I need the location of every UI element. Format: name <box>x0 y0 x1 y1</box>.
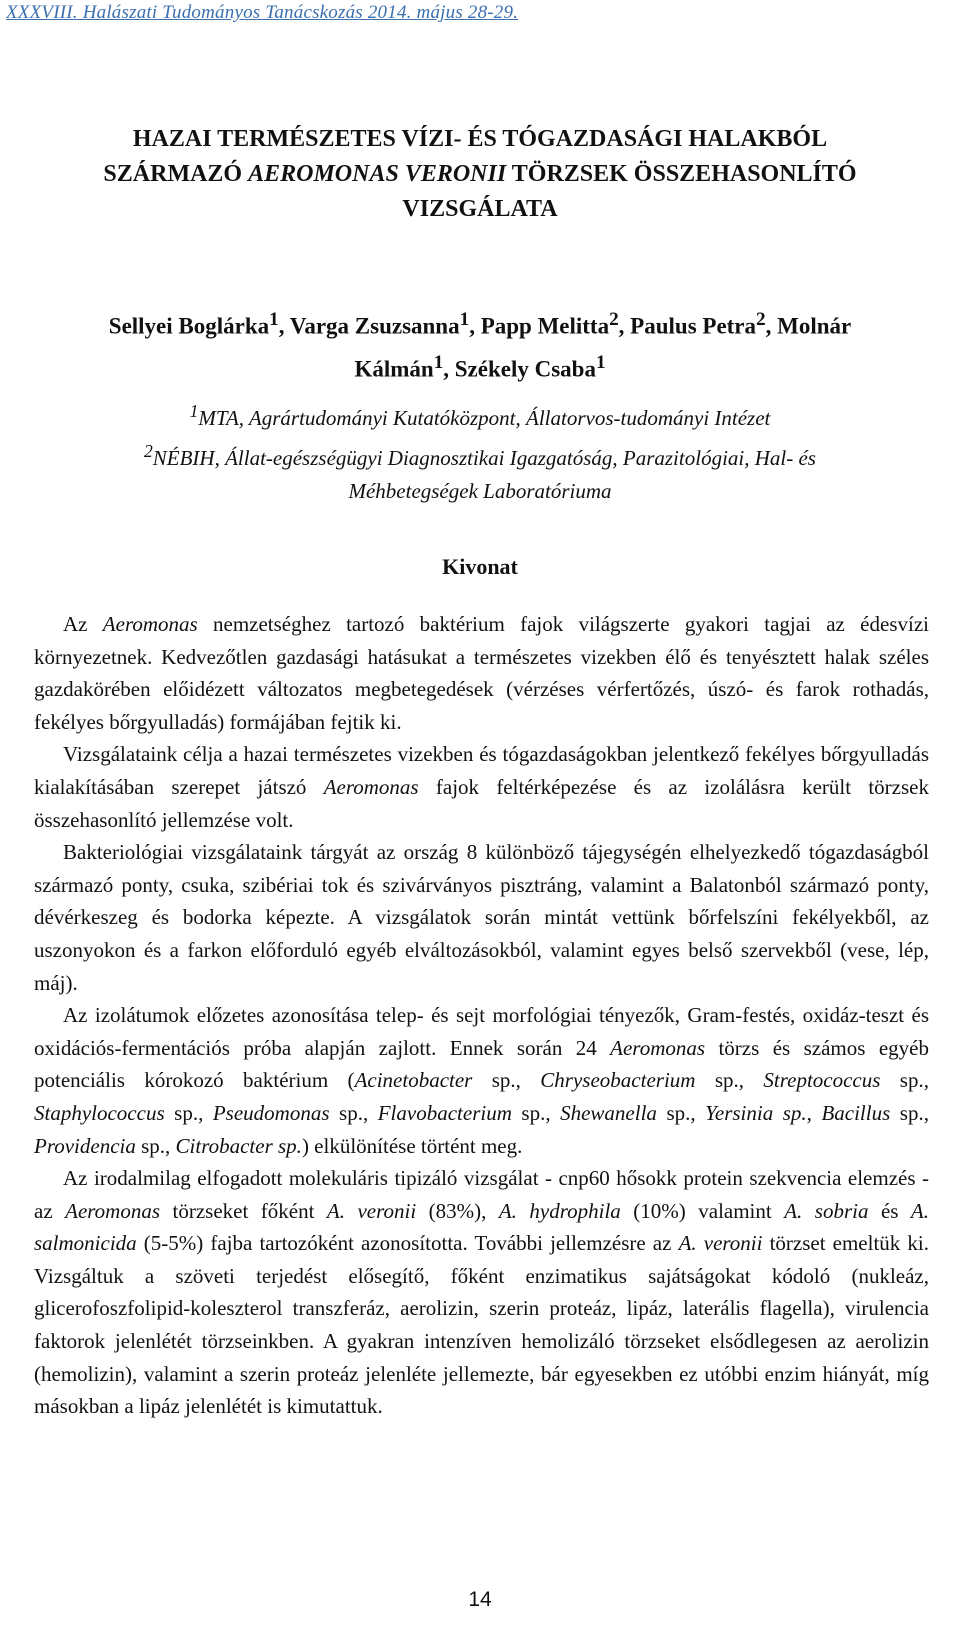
affiliation-1: $^1$MTA, Agrártudományi Kutatóközpont, Állatorvos-tudományi Intézet <box>189 401 771 430</box>
affiliation-2-cont: Méhbetegségek Laboratóriuma <box>348 479 612 503</box>
author-list: Sellyei Boglárka$^1$, Varga Zsuzsanna$^1$, Papp Melitta$^2$, Paulus Petra$^2$, Molnár Kálmán$^1$, Székely Csaba$^1$ <box>108 309 852 382</box>
abstract-heading: Kivonat <box>442 554 518 579</box>
abstract-paragraph: Az izolátumok előzetes azonosítása telep- és sejt morfológiai tényezők, Gram-festés, oxidáz-teszt és oxidációs-fermentációs próba alapján zajlott. Ennek során 24 Aeromonas törzs és számos egyéb potenciális kórokozó baktérium (Acinetobacter sp., Chryseobacterium sp., Streptococcus sp., Staphylococcus sp., Pseudomonas sp., Flavobacterium sp., Shewanella sp., Yersinia sp., Bacillus sp., Providencia sp., Citrobacter sp.) elkülönítése történt meg. <box>34 1003 929 1158</box>
paper-title <box>40 122 920 227</box>
abstract-paragraph: Az Aeromonas nemzetséghez tartozó baktérium fajok világszerte gyakori tagjai az édesvízi környezetnek. Kedvezőtlen gazdasági hatásukat a természetes vizekben élő és tenyésztett halak széles gazdakörében előidézett változatos megbetegedések (vérzéses vérfertőzés, úszó- és farok rothadás, fekélyes bőrgyulladás) formájában fejtik ki. <box>34 612 929 734</box>
abstract-paragraph: Az irodalmilag elfogadott molekuláris tipizáló vizsgálat - cnp60 hősokk protein szekvencia elemzés - az Aeromonas törzseket főként A. veronii (83%), A. hydrophila (10%) valamint A. sobria és A. salmonicida (5-5%) fajba tartozóként azonosította. További jellemzésre az A. veronii törzset emeltük ki. Vizsgáltuk a szöveti terjedést elősegítő, főként enzimatikus sajátságokat kódoló (nukleáz, glicerofoszfolipid-koleszterol transzferáz, aerolizin, szerin proteáz, lipáz, laterális flagella), virulencia faktorok jelenlétét törzseinkben. A gyakran intenzíven hemolizáló törzseket elsődlegesen az aerolizin (hemolizin), valamint a szerin proteáz jelenléte jellemezte, bár egyesekben ez utóbbi enzim hiányát, míg másokban a lipáz jelenlétét is kimutattuk. <box>34 1166 929 1419</box>
abstract-paragraph: Bakteriológiai vizsgálataink tárgyát az ország 8 különböző tájegységén elhelyezkedő tógazdaságból származó ponty, csuka, szibériai tok és szivárványos pisztráng, valamint a Balatonból származó ponty, dévérkeszeg és bodorka képezte. A vizsgálatok során mintát vettünk bőrfelszíni fekélyekből, az uszonyokon és a farkon előforduló egyéb elváltozásokból, valamint egyes belső szervekből (vese, lép, máj). <box>34 840 929 995</box>
title-line: VIZSGÁLATA <box>402 196 558 222</box>
affiliation-2: $^2$NÉBIH, Állat-egészségügyi Diagnosztikai Igazgatóság, Parazitológiai, Hal- és <box>144 441 816 470</box>
title-line: SZÁRMAZÓ AEROMONAS VERONII TÖRZSEK ÖSSZEHASONLÍTÓ <box>103 161 857 187</box>
abstract-body <box>34 608 929 1423</box>
title-line: HAZAI TERMÉSZETES VÍZI- ÉS TÓGAZDASÁGI HALAKBÓL <box>132 126 828 152</box>
title-species: AEROMONAS VERONII <box>248 161 507 187</box>
page-number: 14 <box>468 1588 492 1611</box>
abstract-paragraph: Vizsgálataink célja a hazai természetes vizekben és tógazdaságokban jelentkező fekélyes bőrgyulladás kialakításában szerepet játszó Aeromonas fajok feltérképezése és az izolálásra került törzsek összehasonlító jellemzése volt. <box>34 742 929 832</box>
running-header: XXXVIII. Halászati Tudományos Tanácskozás 2014. május 28-29. <box>6 2 519 23</box>
affiliations <box>40 395 920 508</box>
